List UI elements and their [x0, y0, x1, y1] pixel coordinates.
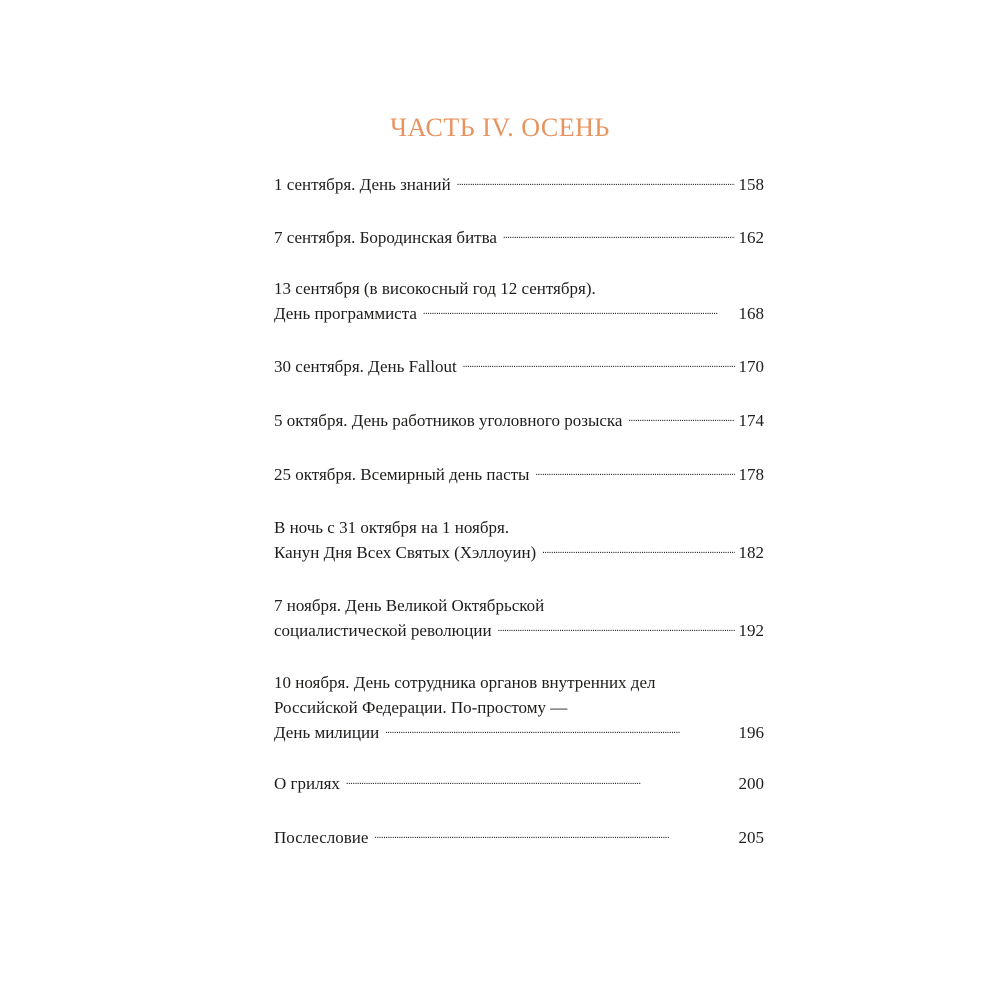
- toc-entry-title: 25 октября. Всемирный день пасты: [274, 465, 530, 484]
- toc-page-number: 162: [738, 228, 764, 247]
- toc-entry[interactable]: [274, 771, 764, 796]
- toc-page-number: 178: [738, 465, 764, 484]
- dot-leader: [463, 355, 735, 372]
- dot-leader: [498, 619, 735, 636]
- toc-entry[interactable]: [274, 225, 764, 250]
- toc-entry[interactable]: [274, 670, 764, 745]
- toc-entry[interactable]: [274, 593, 764, 643]
- toc-entry-title: День милиции: [274, 723, 380, 742]
- toc-entry-title: 30 сентября. День Fallout: [274, 357, 457, 376]
- toc-entry-title: Послесловие: [274, 828, 369, 847]
- toc-page-number: 170: [738, 357, 764, 376]
- toc-entry-title: 5 октября. День работников уголовного розыска: [274, 411, 623, 430]
- toc-page-number: 182: [738, 543, 764, 562]
- toc-entry-title: 7 ноября. День Великой Октябрьской: [274, 596, 545, 615]
- dot-leader: [628, 409, 734, 426]
- dot-leader: [374, 826, 734, 843]
- toc-entry[interactable]: [274, 462, 764, 487]
- toc-entry[interactable]: [274, 172, 764, 197]
- toc-entry-title: День программиста: [274, 304, 417, 323]
- dot-leader: [542, 541, 734, 558]
- toc-page-number: 168: [738, 304, 764, 323]
- dot-leader: [385, 721, 734, 738]
- toc-entry-title: 13 сентября (в високосный год 12 сентября).: [274, 279, 596, 298]
- dot-leader: [503, 226, 735, 243]
- toc-entry[interactable]: [274, 408, 764, 433]
- toc-entry-title: 7 сентября. Бородинская битва: [274, 228, 497, 247]
- toc-page-number: 174: [738, 411, 764, 430]
- toc-entry-title: 10 ноября. День сотрудника органов внутренних дел: [274, 673, 656, 692]
- dot-leader: [457, 173, 735, 190]
- toc-page-number: 205: [738, 828, 764, 847]
- toc-entry[interactable]: [274, 276, 764, 326]
- dot-leader: [423, 302, 735, 319]
- dot-leader: [535, 463, 734, 480]
- toc-entry[interactable]: [274, 825, 764, 850]
- toc-entry-title: В ночь с 31 октября на 1 ноября.: [274, 518, 510, 537]
- toc-entry-title: Канун Дня Всех Святых (Хэллоуин): [274, 543, 537, 562]
- toc-page-number: 192: [738, 621, 764, 640]
- toc-entry-title: О грилях: [274, 774, 340, 793]
- toc-page-number: 200: [738, 774, 764, 793]
- toc-page-number: 196: [738, 723, 764, 742]
- toc-entry-title: 1 сентября. День знаний: [274, 175, 451, 194]
- toc-entry[interactable]: [274, 515, 764, 565]
- toc-page-number: 158: [738, 175, 764, 194]
- toc-entry-title: социалистической революции: [274, 621, 492, 640]
- toc-entry[interactable]: [274, 354, 764, 379]
- dot-leader: [346, 772, 735, 789]
- toc-entry-title: Российской Федерации. По-простому —: [274, 698, 568, 717]
- section-heading: ЧАСТЬ IV. ОСЕНЬ: [390, 113, 610, 142]
